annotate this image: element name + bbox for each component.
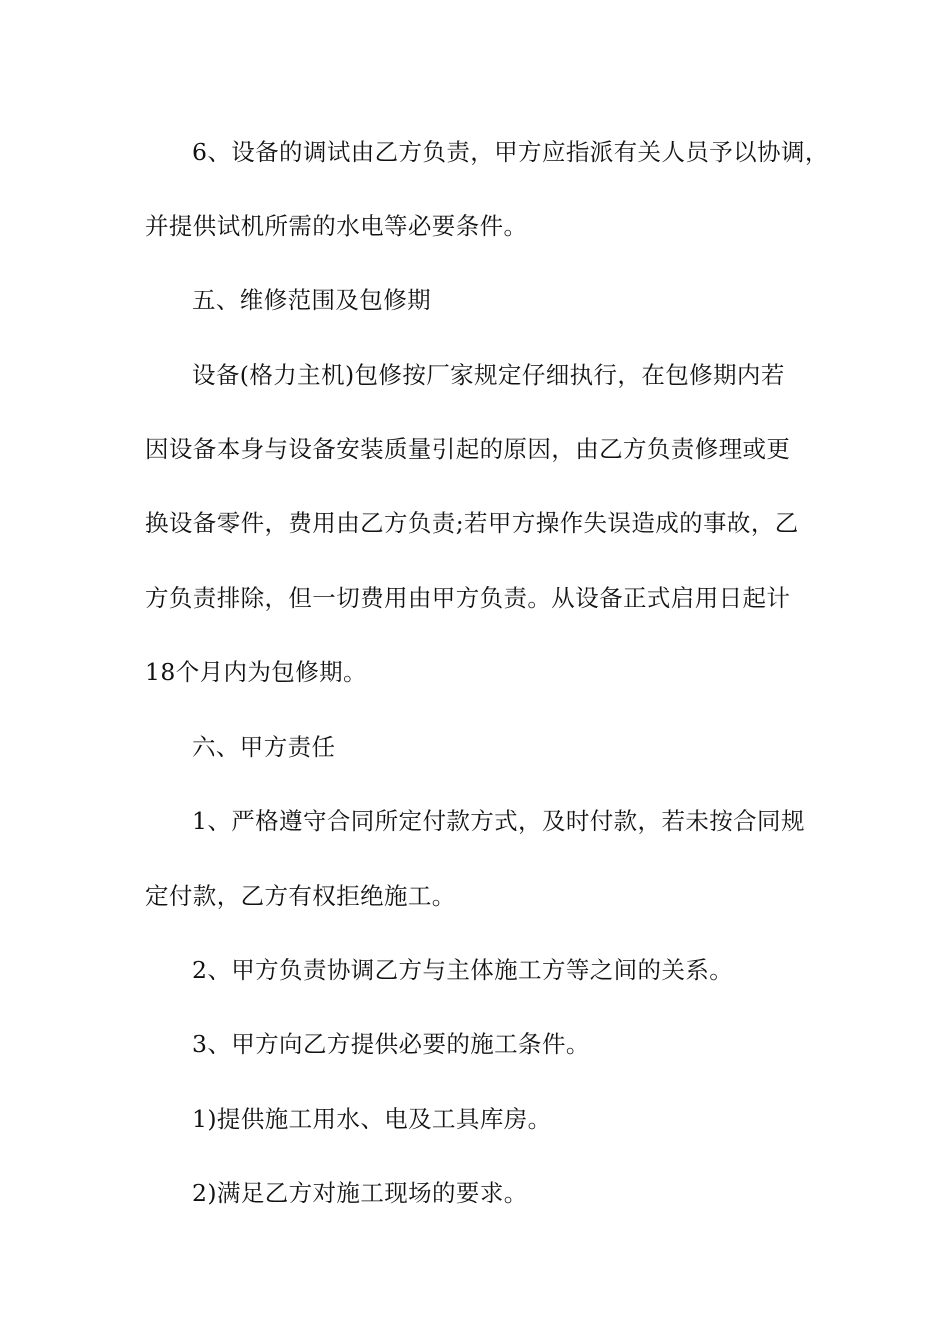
paragraph-line: 方负责排除，但一切费用由甲方负责。从设备正式启用日起计 bbox=[145, 584, 791, 612]
paragraph-line: 定付款，乙方有权拒绝施工。 bbox=[145, 882, 456, 910]
paragraph-line: 换设备零件，费用由乙方负责;若甲方操作失误造成的事故，乙 bbox=[145, 509, 799, 537]
section-heading: 六、甲方责任 bbox=[192, 733, 336, 761]
list-item: 1)提供施工用水、电及工具库房。 bbox=[192, 1105, 552, 1133]
paragraph-line: 1、严格遵守合同所定付款方式，及时付款，若未按合同规 bbox=[192, 807, 805, 835]
paragraph-line: 3、甲方向乙方提供必要的施工条件。 bbox=[192, 1030, 590, 1058]
list-item: 2)满足乙方对施工现场的要求。 bbox=[192, 1179, 528, 1207]
paragraph-line: 设备(格力主机)包修按厂家规定仔细执行，在包修期内若 bbox=[192, 361, 785, 389]
paragraph-line: 因设备本身与设备安装质量引起的原因，由乙方负责修理或更 bbox=[145, 435, 791, 463]
paragraph-line: 并提供试机所需的水电等必要条件。 bbox=[145, 212, 528, 240]
paragraph-line: 18个月内为包修期。 bbox=[145, 658, 367, 686]
paragraph-line: 2、甲方负责协调乙方与主体施工方等之间的关系。 bbox=[192, 956, 734, 984]
section-heading: 五、维修范围及包修期 bbox=[192, 286, 431, 314]
paragraph-line: 6、设备的调试由乙方负责，甲方应指派有关人员予以协调， bbox=[192, 138, 829, 166]
